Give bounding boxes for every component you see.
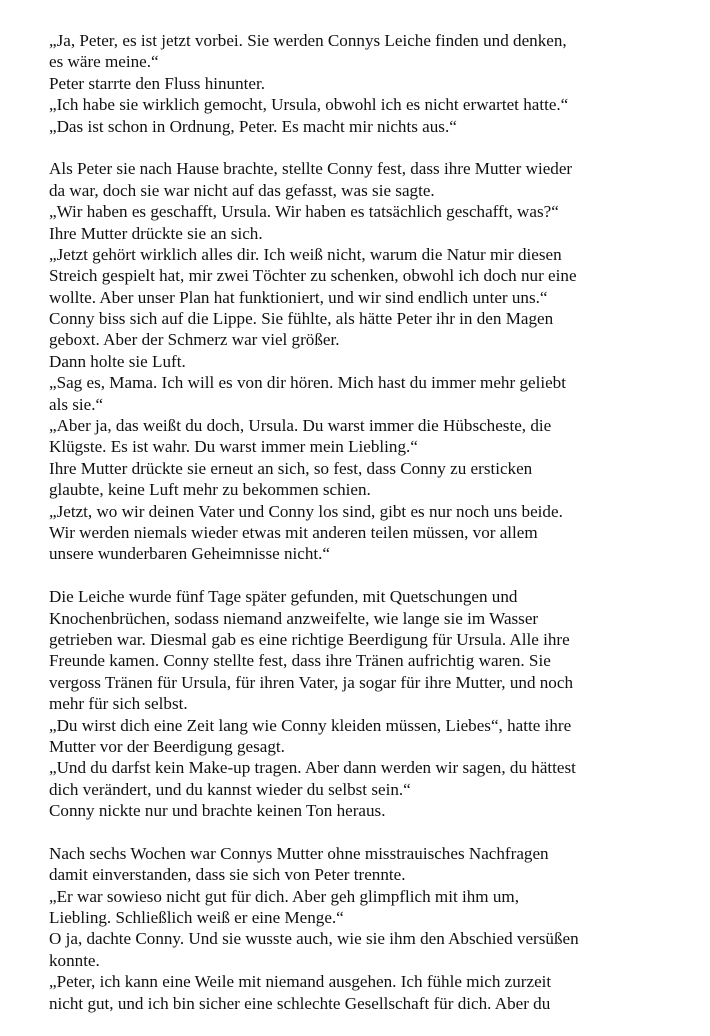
text-line: als sie.“: [49, 394, 104, 414]
text-line: damit einverstanden, dass sie sich von Peter trennte.: [49, 865, 406, 885]
text-line: Die Leiche wurde fünf Tage später gefunden, mit Quetschungen und: [49, 587, 518, 607]
text-line: Als Peter sie nach Hause brachte, stellte Conny fest, dass ihre Mutter wieder: [49, 159, 573, 179]
text-line: „Du wirst dich eine Zeit lang wie Conny kleiden müssen, Liebes“, hatte ihre: [49, 715, 572, 735]
text-line: „Jetzt gehört wirklich alles dir. Ich weiß nicht, warum die Natur mir diesen: [49, 244, 562, 264]
text-line: „Jetzt, wo wir deinen Vater und Conny los sind, gibt es nur noch uns beide.: [49, 501, 563, 521]
text-line: mehr für sich selbst.: [49, 694, 188, 714]
text-line: „Peter, ich kann eine Weile mit niemand ausgehen. Ich fühle mich zurzeit: [49, 972, 552, 992]
text-line: Streich gespielt hat, mir zwei Töchter zu schenken, obwohl ich doch nur eine: [49, 266, 577, 286]
text-line: O ja, dachte Conny. Und sie wusste auch, wie sie ihm den Abschied versüßen: [49, 929, 579, 949]
text-line: wollte. Aber unser Plan hat funktioniert, und wir sind endlich unter uns.“: [49, 287, 548, 307]
text-line: konnte.: [49, 950, 100, 970]
text-line: Dann holte sie Luft.: [49, 351, 186, 371]
text-line: Klügste. Es ist wahr. Du warst immer mein Liebling.“: [49, 437, 418, 457]
text-line: „Aber ja, das weißt du doch, Ursula. Du warst immer die Hübscheste, die: [49, 416, 552, 436]
text-line: vergoss Tränen für Ursula, für ihren Vater, ja sogar für ihre Mutter, und noch: [49, 672, 573, 692]
text-line: Conny biss sich auf die Lippe. Sie fühlte, als hätte Peter ihr in den Magen: [49, 309, 554, 329]
text-line: getrieben war. Diesmal gab es eine richtige Beerdigung für Ursula. Alle ihre: [49, 629, 570, 649]
text-line: Ihre Mutter drückte sie erneut an sich, so fest, dass Conny zu ersticken: [49, 458, 533, 478]
text-line: nicht gut, und ich bin sicher eine schlechte Gesellschaft für dich. Aber du: [49, 993, 551, 1013]
text-line: da war, doch sie war nicht auf das gefasst, was sie sagte.: [49, 180, 435, 200]
text-line: Liebling. Schließlich weiß er eine Menge.“: [49, 908, 344, 928]
text-line: „Und du darfst kein Make-up tragen. Aber dann werden wir sagen, du hättest: [49, 758, 576, 778]
paragraph-gap: [49, 565, 689, 586]
text-line: Freunde kamen. Conny stellte fest, dass ihre Tränen aufrichtig waren. Sie: [49, 651, 551, 671]
text-line: unsere wunderbaren Geheimnisse nicht.“: [49, 544, 330, 564]
text-line: Ihre Mutter drückte sie an sich.: [49, 223, 263, 243]
text-line: „Ich habe sie wirklich gemocht, Ursula, obwohl ich es nicht erwartet hatte.“: [49, 95, 569, 115]
paragraph-gap: [49, 821, 689, 842]
text-line: Mutter vor der Beerdigung gesagt.: [49, 736, 285, 756]
text-line: glaubte, keine Luft mehr zu bekommen schien.: [49, 480, 371, 500]
text-line: geboxt. Aber der Schmerz war viel größer.: [49, 330, 340, 350]
text-line: „Wir haben es geschafft, Ursula. Wir haben es tatsächlich geschafft, was?“: [49, 202, 559, 222]
text-line: „Sag es, Mama. Ich will es von dir hören. Mich hast du immer mehr geliebt: [49, 373, 566, 393]
text-line: Nach sechs Wochen war Connys Mutter ohne misstrauisches Nachfragen: [49, 843, 549, 863]
text-line: Knochenbrüchen, sodass niemand anzweifelte, wie lange sie im Wasser: [49, 608, 539, 628]
text-line: dich verändert, und du kannst wieder du selbst sein.“: [49, 779, 411, 799]
text-line: es wäre meine.“: [49, 52, 159, 72]
document-page: [49, 30, 689, 1014]
text-line: „Er war sowieso nicht gut für dich. Aber geh glimpflich mit ihm um,: [49, 886, 519, 906]
paragraph-gap: [49, 137, 689, 158]
text-line: Conny nickte nur und brachte keinen Ton heraus.: [49, 801, 386, 821]
text-line: Wir werden niemals wieder etwas mit anderen teilen müssen, vor allem: [49, 522, 538, 542]
text-line: „Ja, Peter, es ist jetzt vorbei. Sie werden Connys Leiche finden und denken,: [49, 31, 567, 50]
text-line: „Das ist schon in Ordnung, Peter. Es macht mir nichts aus.“: [49, 116, 457, 136]
text-line: Peter starrte den Fluss hinunter.: [49, 73, 266, 93]
